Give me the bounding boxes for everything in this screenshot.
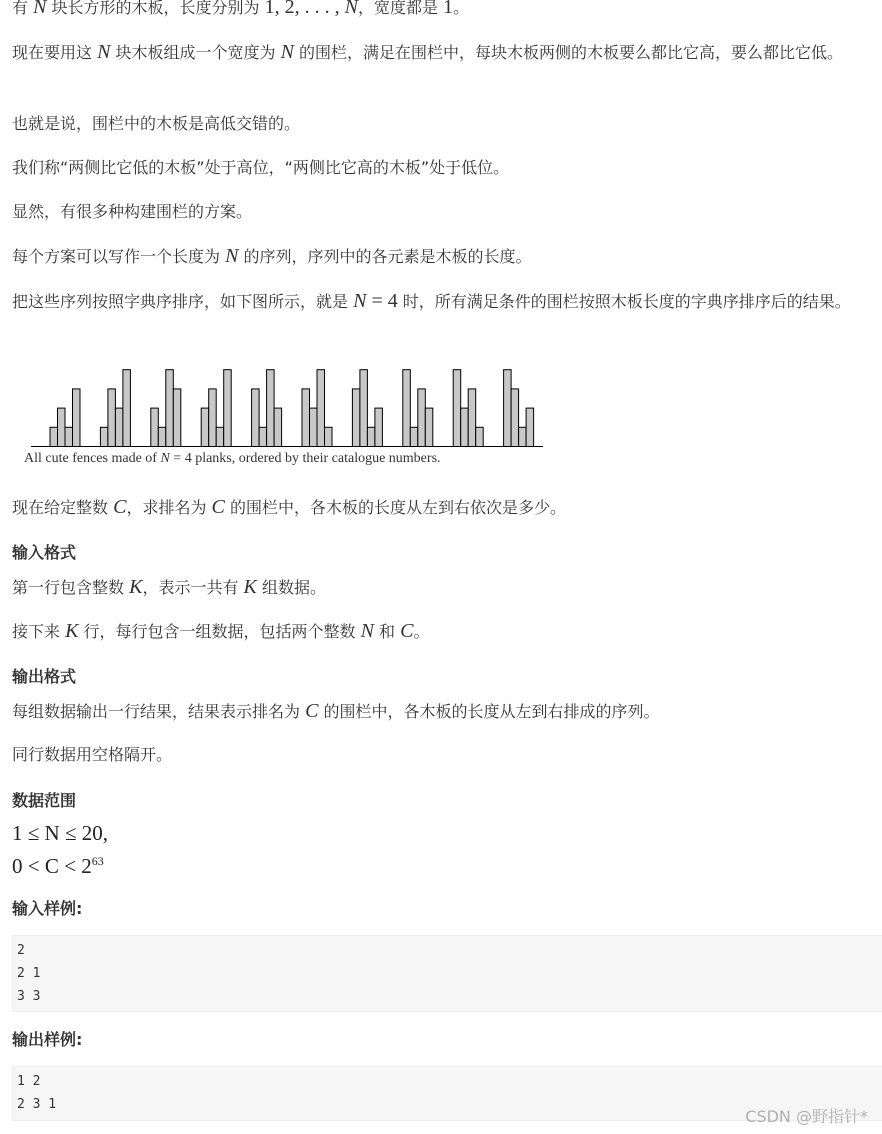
sample-input-block[interactable] (12, 935, 882, 1012)
fence-plank (173, 389, 181, 447)
math-N: N (160, 451, 170, 466)
code-line: 2 1 (17, 966, 41, 981)
intro-paragraph-6 (12, 243, 878, 270)
fence-plank (158, 427, 166, 446)
math-C: C (113, 496, 127, 518)
code-line: 1 2 (17, 1074, 41, 1089)
math-N: N (97, 41, 111, 63)
code-line: 2 (17, 943, 25, 958)
math-K: K (243, 576, 257, 598)
data-range-heading: 数据范围 (12, 791, 77, 810)
fence-plank (468, 389, 476, 447)
figure-caption (24, 451, 441, 467)
fence-plank (418, 389, 426, 447)
math-N: N (360, 620, 374, 642)
fence-plank (367, 427, 375, 446)
intro-paragraph-3: 也就是说，围栏中的木板是高低交错的。 (12, 114, 301, 133)
math-N: N (344, 0, 358, 18)
math-one: 1 (443, 0, 454, 18)
exponent: 63 (91, 854, 104, 868)
math-C: C (211, 496, 225, 518)
output-format-heading: 输出格式 (12, 667, 77, 686)
text: 把这些序列按照字典序排序，如下图所示，就是 (12, 292, 354, 311)
text: ，表示一共有 (142, 578, 244, 597)
fence-plank (504, 370, 512, 447)
math-C: C (305, 700, 319, 722)
text: 每组数据输出一行结果，结果表示排名为 (12, 702, 306, 721)
fence-plank (519, 427, 527, 446)
fence-plank (511, 389, 518, 447)
text: 接下来 (12, 622, 66, 641)
fence-plank (325, 427, 333, 446)
fence-plank (267, 370, 275, 447)
fence-plank (403, 370, 411, 447)
fence-plank (453, 370, 461, 447)
fence-plank (73, 389, 81, 447)
text: 的围栏，满足在围栏中，每块木板两侧的木板要么都比它高，要么都比它低。 (293, 43, 844, 62)
fences-group (50, 370, 534, 447)
math-C: C (400, 620, 414, 642)
text: 有 (12, 0, 34, 17)
fences-figure (0, 360, 560, 452)
fence-plank (224, 370, 232, 447)
input-format-line-1 (12, 574, 878, 601)
fence-plank (201, 408, 209, 446)
fence-plank (352, 389, 360, 447)
fence-plank (123, 370, 130, 447)
intro-paragraph-2 (12, 39, 878, 66)
text: ，宽度都是 (357, 0, 444, 17)
fence-plank (166, 370, 174, 447)
fence-plank (58, 408, 66, 446)
math-N: N (353, 290, 367, 312)
sample-input-heading: 输入样例: (12, 899, 83, 918)
fence-plank (216, 427, 224, 446)
intro-paragraph-4: 我们称“两侧比它低的木板”处于高位，“两侧比它高的木板”处于低位。 (12, 158, 510, 177)
intro-paragraph-5: 显然，有很多种构建围栏的方案。 (12, 202, 253, 221)
text: 0 < C < 2 (12, 854, 92, 878)
text: 第一行包含整数 (12, 578, 130, 597)
input-format-heading: 输入格式 (12, 543, 77, 562)
fence-plank (209, 389, 217, 447)
math-N: N (280, 41, 294, 63)
text: 时，所有满足条件的围栏按照木板长度的字典序排序后的结果。 (397, 292, 851, 311)
text: planks, ordered by their catalogue numbers. (191, 451, 441, 466)
text: ，求排名为 (126, 498, 212, 517)
text: 的序列，序列中的各元素是木板的长度。 (238, 247, 532, 266)
text: 现在要用这 (12, 43, 98, 62)
fence-plank (115, 408, 123, 446)
range-c (12, 848, 104, 880)
csdn-watermark: CSDN @野指针* (745, 1107, 868, 1126)
fence-plank (410, 427, 418, 446)
text: 行，每行包含一组数据，包括两个整数 (78, 622, 361, 641)
fence-plank (151, 408, 159, 446)
range-n: 1 ≤ N ≤ 20, (12, 821, 108, 845)
text: 块木板组成一个宽度为 (110, 43, 281, 62)
fence-plank (50, 427, 58, 446)
output-format-line-2: 同行数据用空格隔开。 (12, 745, 173, 764)
math-N: N (33, 0, 47, 18)
sample-output-heading: 输出样例: (12, 1030, 83, 1049)
math-K: K (65, 620, 79, 642)
fence-plank (375, 408, 383, 446)
intro-paragraph-7 (12, 288, 878, 315)
task-paragraph (12, 494, 878, 521)
output-format-line-1 (12, 698, 878, 725)
intro-paragraph-1 (12, 0, 878, 21)
math-seq: 1, 2, . . . , (264, 0, 345, 18)
text: 和 (373, 622, 401, 641)
math-N: N (225, 245, 239, 267)
fence-plank (252, 389, 260, 447)
fence-plank (259, 427, 267, 446)
fence-plank (317, 370, 325, 447)
text: 组数据。 (256, 578, 326, 597)
text: 每个方案可以写作一个长度为 (12, 247, 226, 266)
fence-plank (65, 427, 73, 446)
code-line: 3 3 (17, 989, 41, 1004)
math-K: K (129, 576, 143, 598)
fence-plank (526, 408, 534, 446)
input-format-line-2 (12, 618, 878, 645)
text: 。 (413, 622, 430, 641)
code-line: 2 3 1 (17, 1097, 57, 1112)
fence-plank (108, 389, 116, 447)
fence-plank (461, 408, 469, 446)
text: 块长方形的木板，长度分别为 (46, 0, 265, 17)
fence-plank (360, 370, 368, 447)
text: 的围栏中，各木板的长度从左到右依次是多少。 (224, 498, 566, 517)
text: = 4 (169, 451, 192, 466)
text: 的围栏中，各木板的长度从左到右排成的序列。 (318, 702, 660, 721)
fence-plank (274, 408, 282, 446)
math-eq: = 4 (366, 290, 398, 312)
text: 现在给定整数 (12, 498, 114, 517)
text: 。 (453, 0, 470, 17)
fence-plank (425, 408, 433, 446)
text: All cute fences made of (24, 451, 161, 466)
fence-plank (476, 427, 484, 446)
fence-plank (100, 427, 108, 446)
fence-plank (310, 408, 318, 446)
fence-plank (302, 389, 310, 447)
